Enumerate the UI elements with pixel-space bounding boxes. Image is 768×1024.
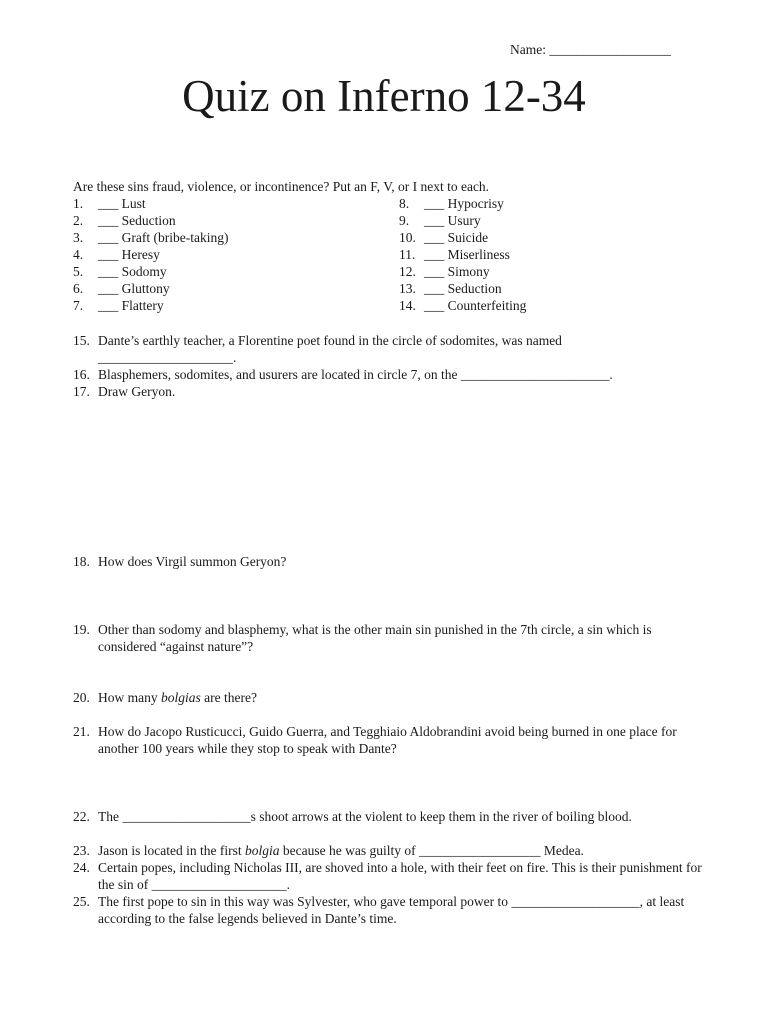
item-text: ___ Suicide xyxy=(424,230,489,245)
question-text: How do Jacopo Rusticucci, Guido Guerra, and Tegghiaio Aldobrandini avoid being burned in one place for another 100 years while they stop to speak with Dante? xyxy=(98,724,677,756)
item-text: ___ Seduction xyxy=(98,213,176,228)
sin-list-right xyxy=(399,195,526,314)
question-text: Certain popes, including Nicholas III, are shoved into a hole, with their feet on fire. This is their punishment for the sin of ____________________. xyxy=(98,860,702,892)
question-number: 16. xyxy=(73,367,90,382)
question-number: 21. xyxy=(73,724,90,739)
question-17 xyxy=(73,383,703,400)
item-text: ___ Flattery xyxy=(98,298,164,313)
item-number: 13. xyxy=(399,281,416,296)
question-text: Jason is located in the first bolgia because he was guilty of __________________ Medea. xyxy=(98,843,584,858)
question-number: 24. xyxy=(73,860,90,875)
item-text: ___ Usury xyxy=(424,213,481,228)
instructions: Are these sins fraud, violence, or incontinence? Put an F, V, or I next to each. xyxy=(73,179,490,194)
question-text: How does Virgil summon Geryon? xyxy=(98,554,287,569)
item-number: 11. xyxy=(399,247,416,262)
item-number: 12. xyxy=(399,264,416,279)
italic-term: bolgia xyxy=(244,843,280,858)
list-item xyxy=(399,195,526,212)
item-text: ___ Seduction xyxy=(424,281,502,296)
list-item xyxy=(73,229,228,246)
item-text: ___ Sodomy xyxy=(98,264,167,279)
question-16 xyxy=(73,366,703,383)
question-number: 17. xyxy=(73,384,90,399)
question-text: Dante’s earthly teacher, a Florentine poet found in the circle of sodomites, was named ____________________. xyxy=(98,333,562,365)
item-text: ___ Gluttony xyxy=(98,281,170,296)
sin-list-left xyxy=(73,195,228,314)
item-text: ___ Miserliness xyxy=(424,247,510,262)
item-text: ___ Hypocrisy xyxy=(424,196,504,211)
list-item xyxy=(399,297,526,314)
list-item xyxy=(399,263,526,280)
item-text: ___ Counterfeiting xyxy=(424,298,527,313)
list-item xyxy=(73,280,228,297)
question-text: Draw Geryon. xyxy=(98,384,176,399)
item-number: 6. xyxy=(73,281,84,296)
item-number: 1. xyxy=(73,196,84,211)
question-number: 23. xyxy=(73,843,90,858)
question-text: The ___________________s shoot arrows at the violent to keep them in the river of boiling blood. xyxy=(98,809,632,824)
question-number: 20. xyxy=(73,690,90,705)
page-title: Quiz on Inferno 12-34 xyxy=(182,71,586,121)
question-20 xyxy=(73,689,703,706)
item-number: 7. xyxy=(73,298,84,313)
question-number: 19. xyxy=(73,622,90,637)
question-number: 25. xyxy=(73,894,90,909)
list-item xyxy=(73,212,228,229)
question-number: 15. xyxy=(73,333,90,348)
list-item xyxy=(73,263,228,280)
list-item xyxy=(399,280,526,297)
list-item xyxy=(73,297,228,314)
question-number: 18. xyxy=(73,554,90,569)
question-21 xyxy=(73,723,703,757)
item-number: 14. xyxy=(399,298,416,313)
list-item xyxy=(399,212,526,229)
item-text: ___ Simony xyxy=(424,264,490,279)
item-number: 2. xyxy=(73,213,84,228)
question-22 xyxy=(73,808,703,825)
list-item xyxy=(399,229,526,246)
item-number: 5. xyxy=(73,264,84,279)
name-field-label: Name: __________________ xyxy=(510,42,671,57)
italic-term: bolgias xyxy=(161,690,201,705)
question-text: Blasphemers, sodomites, and usurers are located in circle 7, on the ______________________. xyxy=(98,367,613,382)
question-19 xyxy=(73,621,703,655)
question-number: 22. xyxy=(73,809,90,824)
item-number: 10. xyxy=(399,230,416,245)
item-number: 3. xyxy=(73,230,84,245)
item-number: 8. xyxy=(399,196,410,211)
question-24 xyxy=(73,859,703,893)
item-text: ___ Graft (bribe-taking) xyxy=(98,230,229,245)
list-item xyxy=(399,246,526,263)
item-text: ___ Heresy xyxy=(98,247,160,262)
question-15 xyxy=(73,332,703,366)
item-number: 4. xyxy=(73,247,84,262)
item-number: 9. xyxy=(399,213,410,228)
question-25 xyxy=(73,893,703,927)
item-text: ___ Lust xyxy=(98,196,146,211)
list-item xyxy=(73,246,228,263)
question-text: How many bolgias are there? xyxy=(98,690,257,705)
question-18 xyxy=(73,553,703,570)
list-item xyxy=(73,195,228,212)
question-text: Other than sodomy and blasphemy, what is the other main sin punished in the 7th circle, a sin which is considered “against nature”? xyxy=(98,622,652,654)
question-text: The first pope to sin in this way was Sylvester, who gave temporal power to ___________________, at least according to the false legends believed in Dante’s time. xyxy=(98,894,685,926)
question-23 xyxy=(73,842,703,859)
